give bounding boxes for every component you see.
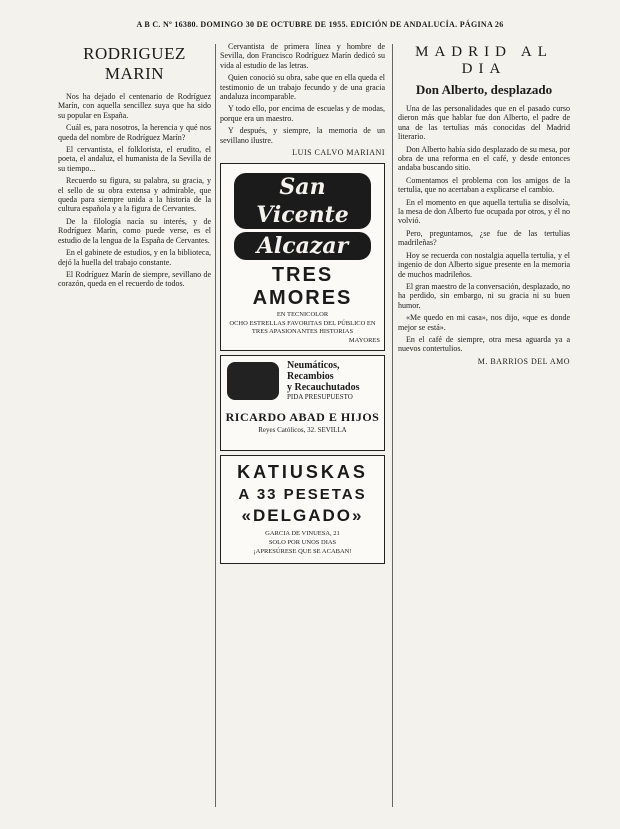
boots-shop: «DELGADO» [241,506,364,526]
left-column [58,42,211,809]
paragraph: Cuál es, para nosotros, la herencia y qué nos queda del nombre de Rodríguez Marín? [58,123,211,142]
tyre-logo-icon [227,362,279,400]
paragraph: El cervantista, el folklorista, el erudito, el poeta, el andaluz, el humanista de la Sevilla de su tiempo... [58,145,211,173]
paragraph: El gran maestro de la conversación, desplazado, no ha perdido, sin embargo, ni su gracia ni su buen humor. [398,281,570,310]
cinema-name-1: San Vicente [234,173,371,229]
paragraph: Pero, preguntamos, ¿se fue de las tertulias madrileñas? [398,228,570,248]
boots-address: GARCIA DE VINUESA, 21 [265,530,340,538]
parts-line-1: Neumáticos, Recambios [287,360,340,383]
boots-price: A 33 PESETAS [238,486,367,504]
film-desc: OCHO ESTRELLAS FAVORITAS DEL PÚBLICO EN TRES APASIONANTES HISTORIAS [229,320,376,336]
paragraph: De la filología nacía su interés, y de Rodríguez Marín, como puede verse, es el estudio de la lengua de la España de Cervantes. [58,216,211,245]
film-title: TRES AMORES [252,264,353,310]
cinema-name-2: Alcazar [234,232,371,260]
paragraph: Cervantista de primera línea y hombre de Sevilla, don Francisco Rodríguez Marín dedicó su vida al estudio de las letras. [220,42,385,70]
boots-ad [220,455,385,564]
paragraph: Recuerdo su figura, su palabra, su gracia, y el sello de su obra extensa y admirable, que queda para siempre unida a la historia de la cultura española y a la figura de Cervantes. [58,176,211,214]
boots-note-1: SOLO POR UNOS DIAS [268,539,337,547]
paragraph: Don Alberto había sido desplazado de su mesa, por obra de una reforma en el café, y desde entonces andaba buscando sitio. [398,144,570,173]
paragraph: «Me quedo en mi casa», nos dijo, «que es donde mejor se está». [398,313,570,332]
signature: LUIS CALVO MARIANI [292,148,385,158]
boots-title: KATIUSKAS [237,462,368,483]
middle-column [220,42,385,809]
paragraph: Quien conoció su obra, sabe que en ella queda el testimonio de un trabajo fecundo y de una gracia andaluza incomparable. [220,73,385,102]
parts-company: RICARDO ABAD E HIJOS [225,410,380,425]
parts-line-2: y Recauchutados [287,382,360,394]
paragraph: Nos ha dejado el centenario de Rodríguez Marín, con aquella sencillez suya que ha sido su popular en España. [58,92,211,120]
parts-ad [220,355,385,451]
paragraph: Hoy se recuerda con nostalgia aquella tertulia, y el ingenio de don Alberto sigue presente en la memoria de muchos madrileños. [398,250,570,279]
paragraph: En el momento en que aquella tertulia se disolvía, la mesa de don Alberto fue ocupada por otros, y él no volvió. [398,197,570,226]
right-column [398,42,570,809]
section-title: MADRID AL DIA [415,44,553,77]
paragraph: El Rodríguez Marín de siempre, sevillano de corazón, queda en el recuerdo de todos. [58,269,211,289]
paragraph: Comentamos el problema con los amigos de la tertulia, que no acertaban a explicarse el cambio. [398,175,570,195]
paragraph: Y después, y siempre, la memoria de un sevillano ilustre. [220,126,385,145]
paragraph: Y todo ello, por encima de escuelas y de modas, porque era un maestro. [220,104,385,123]
paragraph: En el café de siempre, otra mesa aguarda ya a nuevos contertulios. [398,334,570,354]
article-title: Don Alberto, desplazado [415,82,553,97]
masthead: A B C. Nº 16380. DOMINGO 30 DE OCTUBRE DE 1955. EDICIÓN DE ANDALUCÍA. PÁGINA 26 [136,20,504,29]
film-tag: EN TECNICOLOR [276,311,329,319]
article-title: RODRIGUEZ MARIN [83,44,186,83]
boots-note-2: ¡APRESÚRESE QUE SE ACABAN! [253,548,352,556]
paragraph: Una de las personalidades que en el pasado curso dieron más que hablar fue don Alberto, el padre de una de las tertulias más conocidas del Madrid literario. [398,104,570,142]
film-rating: MAYORES [348,337,380,345]
parts-address: Reyes Católicos, 32. SEVILLA [258,426,347,435]
cinema-ad [220,163,385,351]
column-rule [215,44,216,807]
parts-line-3: PIDA PRESUPUESTO [287,393,353,402]
signature: M. BARRIOS DEL AMO [477,356,570,366]
paragraph: En el gabinete de estudios, y en la biblioteca, dejó la huella del trabajo constante. [58,248,211,267]
column-rule [392,44,393,807]
